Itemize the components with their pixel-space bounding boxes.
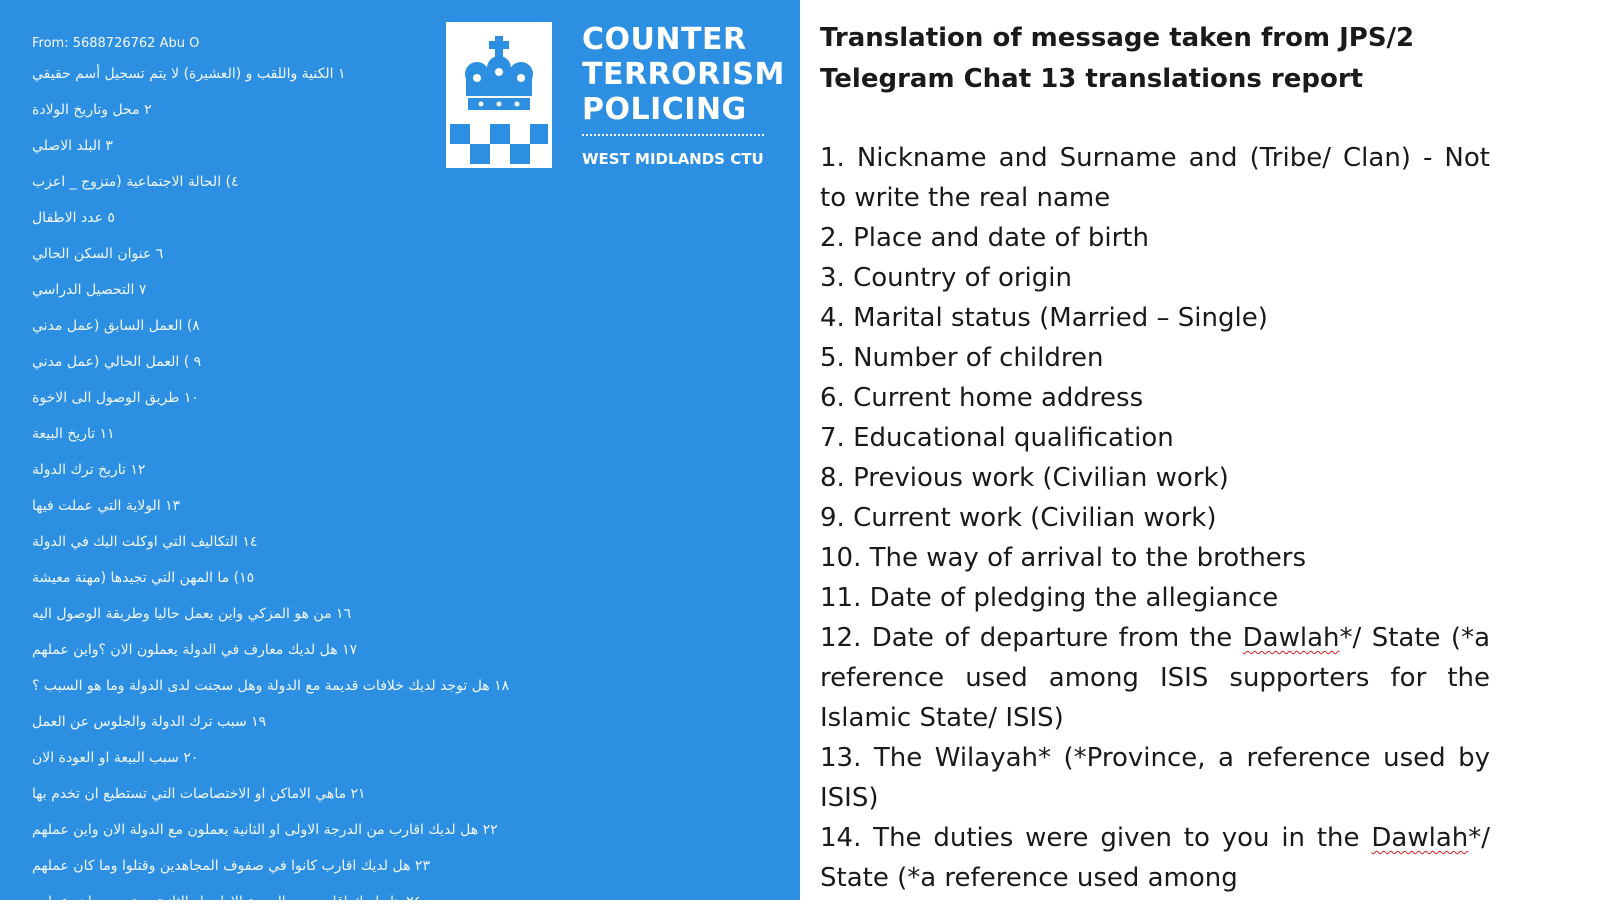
translation-list	[820, 138, 1490, 898]
translation-item-5: 5. Number of children	[820, 343, 1104, 373]
misspelled-word-highlight: Dawlah	[1371, 823, 1469, 853]
arabic-item-4: ٤) الحالة الاجتماعية (متزوج _ اعزب	[32, 174, 239, 190]
translation-item-1: 1. Nickname and Surname and (Tribe/ Clan) - Not to write the real name	[820, 143, 1490, 213]
arabic-item-7: ٧ التحصيل الدراسي	[32, 282, 147, 298]
translation-item-2: 2. Place and date of birth	[820, 223, 1149, 253]
arabic-item-18: ١٨ هل توجد لديك خلافات قديمة مع الدولة وهل سجنت لدى الدولة وما هو السبب ؟	[32, 678, 510, 694]
arabic-item-14: ١٤ التكاليف التي اوكلت اليك في الدولة	[32, 534, 258, 550]
arabic-item-24: ٢٤ هل لديك اقارب من الدرجة الاولى او الثانية مرتدين وماهو عملهم	[32, 894, 422, 910]
translation-item-11: 11. Date of pledging the allegiance	[820, 583, 1279, 613]
translation-item-12: 12. Date of departure from the Dawlah*/ State (*a reference used among ISIS supporters for the Islamic State/ ISIS)	[820, 623, 1491, 733]
arabic-item-8: ٨) العمل السابق (عمل مدني	[32, 318, 200, 334]
logo-line-counter: COUNTER	[582, 22, 747, 57]
misspelled-word-highlight: Dawlah	[1242, 623, 1340, 653]
arabic-item-5: ٥ عدد الاطفال	[32, 210, 115, 226]
arabic-item-10: ١٠ طريق الوصول الى الاخوة	[32, 390, 199, 406]
logo-line-policing: POLICING	[582, 92, 747, 127]
arabic-item-3: ٣ البلد الاصلي	[32, 138, 113, 154]
logo-dotted-divider	[582, 134, 764, 136]
translation-item-14: 14. The duties were given to you in the Dawlah*/ State (*a reference used among	[820, 823, 1490, 893]
arabic-item-15: ١٥) ما المهن التي تجيدها (مهنة معيشة	[32, 570, 255, 586]
arabic-item-13: ١٣ الولاية التي عملت فيها	[32, 498, 181, 514]
crown-crest-icon	[446, 22, 552, 168]
arabic-item-23: ٢٣ هل لديك اقارب كانوا في صفوف المجاهدين وقتلوا وما كان عملهم	[32, 858, 430, 874]
arabic-message-panel	[0, 0, 800, 910]
document-title: Translation of message taken from JPS/2 Telegram Chat 13 translations report	[820, 23, 1415, 94]
arabic-item-17: ١٧ هل لديك معارف في الدولة يعملون الان ؟واين عملهم	[32, 642, 358, 658]
logo-line-terrorism: TERRORISM	[582, 57, 785, 92]
arabic-item-16: ١٦ من هو المزكي واين يعمل حاليا وطريقة الوصول اليه	[32, 606, 352, 622]
translation-item-8: 8. Previous work (Civilian work)	[820, 463, 1229, 493]
sender-line: From: 5688726762 Abu O	[32, 36, 200, 51]
arabic-item-9: ٩ ) العمل الحالي (عمل مدني	[32, 354, 202, 370]
arabic-item-19: ١٩ سبب ترك الدولة والجلوس عن العمل	[32, 714, 267, 730]
arabic-item-22: ٢٢ هل لديك اقارب من الدرجة الاولى او الثانية يعملون مع الدولة الان واين عملهم	[32, 822, 498, 838]
arabic-item-12: ١٢ تاريخ ترك الدولة	[32, 462, 146, 478]
logo-subtitle: WEST MIDLANDS CTU	[582, 150, 764, 168]
arabic-item-11: ١١ تاريخ البيعة	[32, 426, 115, 442]
translation-item-4: 4. Marital status (Married – Single)	[820, 303, 1268, 333]
translation-item-6: 6. Current home address	[820, 383, 1144, 413]
logo-wordmark	[582, 22, 785, 127]
translation-item-3: 3. Country of origin	[820, 263, 1072, 293]
arabic-item-21: ٢١ ماهي الاماكن او الاختصاصات التي تستطيع ان تخدم بها	[32, 786, 366, 802]
translation-item-10: 10. The way of arrival to the brothers	[820, 543, 1307, 573]
arabic-item-2: ٢ محل وتاريخ الولادة	[32, 102, 152, 118]
translation-item-9: 9. Current work (Civilian work)	[820, 503, 1217, 533]
arabic-item-1: ١ الكنية واللقب و (العشيرة) لا يتم تسجيل أسم حقيقي	[32, 66, 346, 82]
translation-item-13: 13. The Wilayah* (*Province, a reference used by ISIS)	[820, 743, 1490, 813]
translation-item-7: 7. Educational qualification	[820, 423, 1174, 453]
arabic-item-6: ٦ عنوان السكن الحالي	[32, 246, 164, 262]
translation-document	[820, 18, 1490, 900]
arabic-item-20: ٢٠ سبب البيعة او العودة الان	[32, 750, 199, 766]
ctp-logo	[446, 22, 785, 172]
